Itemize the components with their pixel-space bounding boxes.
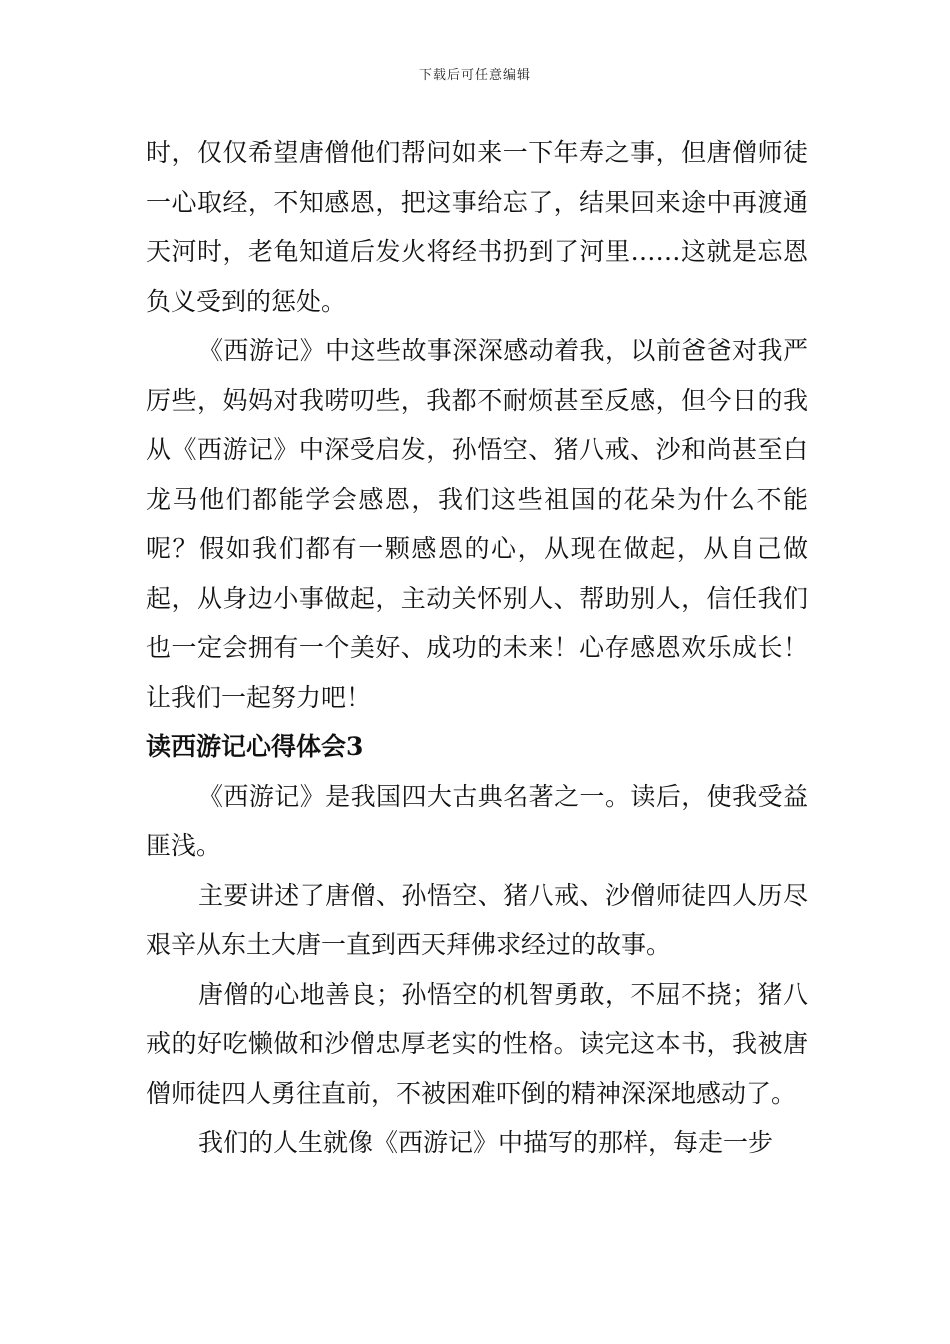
section-paragraph-4: 我们的人生就像《西游记》中描写的那样，每走一步 [198,1128,774,1157]
document-body [146,128,808,1168]
paragraph-2: 《西游记》中这些故事深深感动着我，以前爸爸对我严厉些，妈妈对我唠叨些，我都不耐烦甚至反感，但今日的我从《西游记》中深受启发，孙悟空、猪八戒、沙和尚甚至白龙马他们都能学会感恩，我们这些祖国的花朵为什么不能呢？假如我们都有一颗感恩的心，从现在做起，从自己做起，从身边小事做起，主动关怀别人、帮助别人，信任我们也一定会拥有一个美好、成功的未来！心存感恩欢乐成长！让我们一起努力吧！ [146,336,808,712]
page-header: 下载后可任意编辑 [418,68,531,83]
paragraph-1: 时，仅仅希望唐僧他们帮问如来一下年寿之事，但唐僧师徒一心取经，不知感恩，把这事给忘了，结果回来途中再渡通天河时，老龟知道后发火将经书扔到了河里……这就是忘恩负义受到的惩处。 [146,138,808,316]
section-paragraph-2: 主要讲述了唐僧、孙悟空、猪八戒、沙僧师徒四人历尽艰辛从东土大唐一直到西天拜佛求经过的故事。 [146,880,808,959]
section-paragraph-1: 《西游记》是我国四大古典名著之一。读后，使我受益匪浅。 [146,781,808,860]
section-heading: 读西游记心得体会3 [146,732,364,761]
section-paragraph-3: 唐僧的心地善良；孙悟空的机智勇敢，不屈不挠；猪八戒的好吃懒做和沙僧忠厚老实的性格。读完这本书，我被唐僧师徒四人勇往直前，不被困难吓倒的精神深深地感动了。 [146,979,808,1108]
